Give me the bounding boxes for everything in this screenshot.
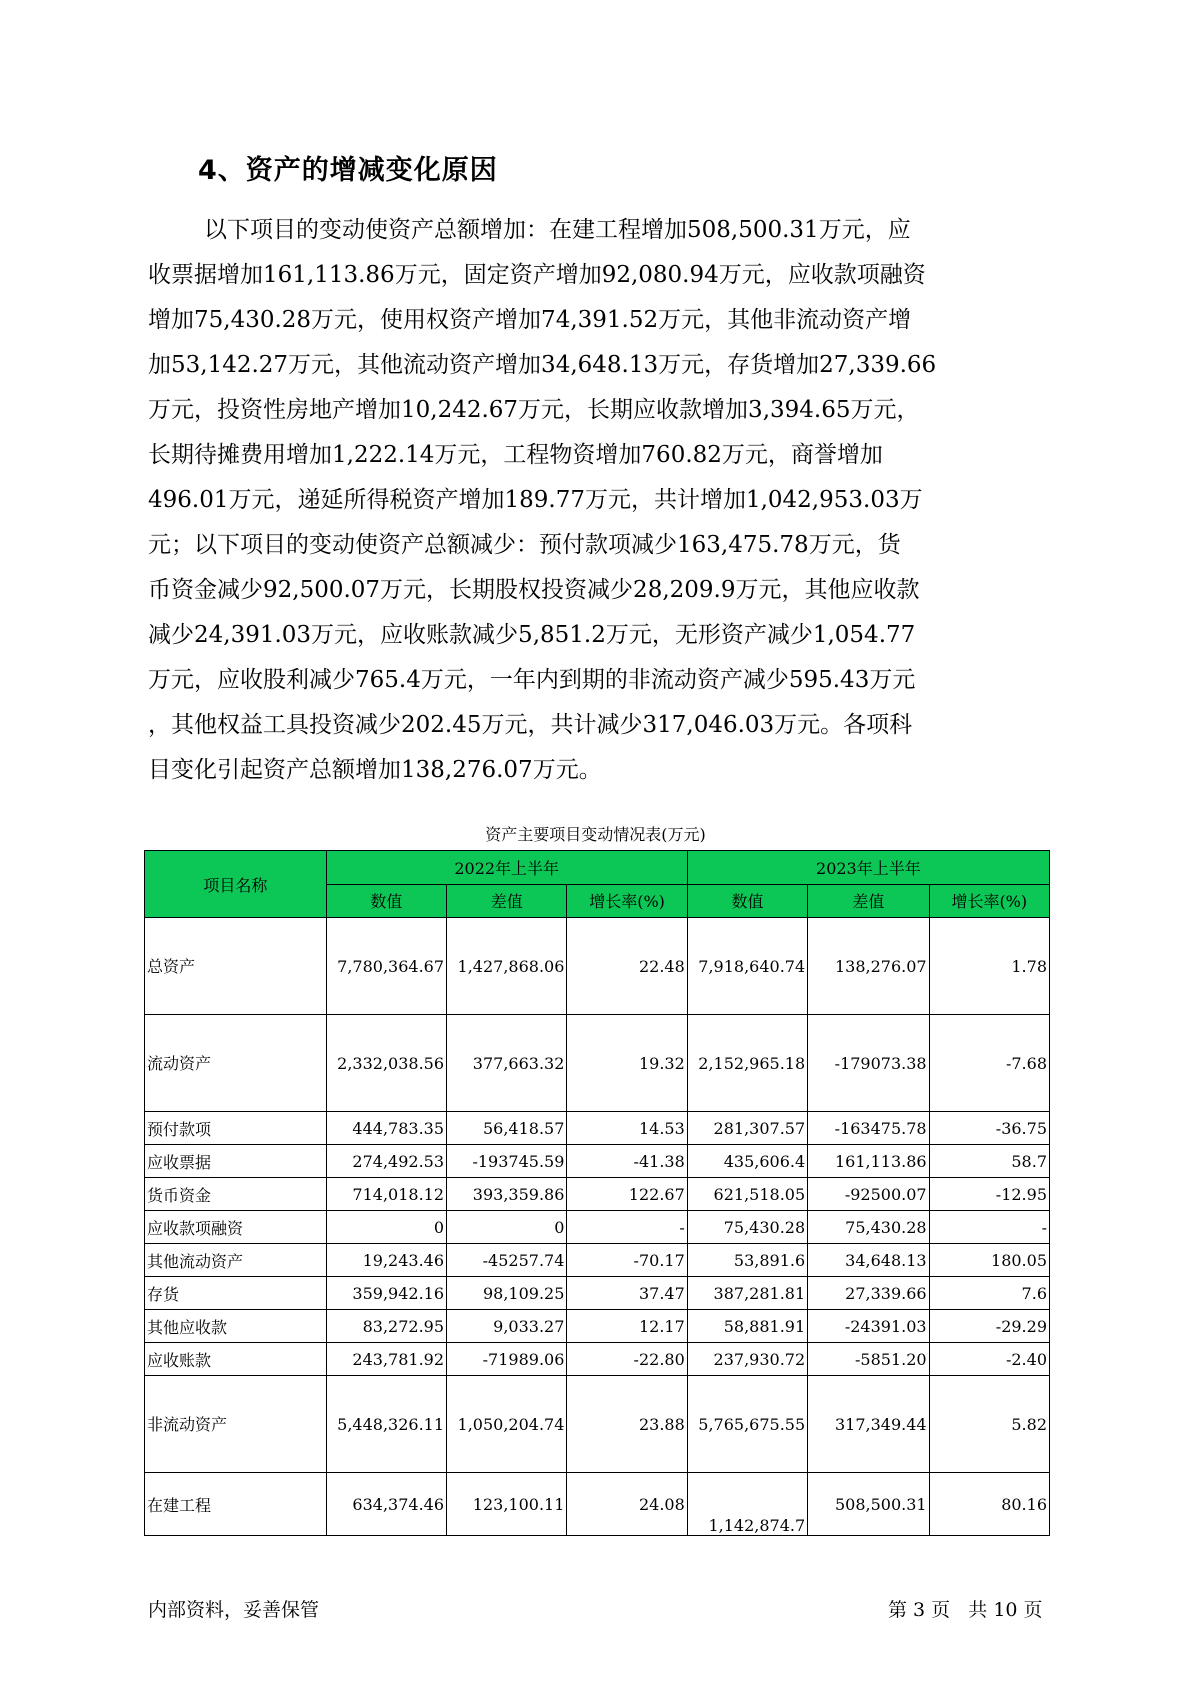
diff-2023-cell: 161,113.86 xyxy=(808,1145,929,1178)
value-2023-cell: 58,881.91 xyxy=(687,1310,807,1343)
diff-2023-cell: 27,339.66 xyxy=(808,1277,929,1310)
diff-2023-cell: -92500.07 xyxy=(808,1178,929,1211)
diff-2022-cell: -193745.59 xyxy=(447,1145,567,1178)
header-project-name: 项目名称 xyxy=(145,851,327,918)
paragraph-line: 万元，投资性房地产增加10,242.67万元，长期应收款增加3,394.65万元， xyxy=(148,397,920,423)
value-2022-cell: 359,942.16 xyxy=(326,1277,446,1310)
paragraph-line: ，其他权益工具投资减少202.45万元，共计减少317,046.03万元。各项科 xyxy=(148,712,913,738)
paragraph-line: 万元，应收股利减少765.4万元，一年内到期的非流动资产减少595.43万元 xyxy=(148,667,916,693)
value-2023-cell: 387,281.81 xyxy=(687,1277,807,1310)
body-paragraph xyxy=(148,208,1048,793)
diff-2022-cell: 56,418.57 xyxy=(447,1112,567,1145)
diff-2023-cell: 508,500.31 xyxy=(808,1473,929,1536)
diff-2023-cell: -179073.38 xyxy=(808,1015,929,1112)
diff-2023-cell: 75,430.28 xyxy=(808,1211,929,1244)
row-item-name: 货币资金 xyxy=(145,1178,327,1211)
footer-confidential-note: 内部资料，妥善保管 xyxy=(148,1599,320,1621)
value-2022-cell: 0 xyxy=(326,1211,446,1244)
value-2023-cell: 5,765,675.55 xyxy=(687,1376,807,1473)
row-item-name: 总资产 xyxy=(145,918,327,1015)
header-value-2022: 数值 xyxy=(326,884,446,918)
rate-2022-cell: 22.48 xyxy=(567,918,687,1015)
table-row xyxy=(145,1112,1050,1145)
row-item-name: 应收款项融资 xyxy=(145,1211,327,1244)
value-2023-cell: 435,606.4 xyxy=(687,1145,807,1178)
rate-2022-cell: 14.53 xyxy=(567,1112,687,1145)
row-item-name: 其他流动资产 xyxy=(145,1244,327,1277)
diff-2022-cell: 0 xyxy=(447,1211,567,1244)
paragraph-line: 目变化引起资产总额增加138,276.07万元。 xyxy=(148,757,602,783)
paragraph-line: 加53,142.27万元，其他流动资产增加34,648.13万元，存货增加27,339.66 xyxy=(148,352,937,378)
rate-2022-cell: 37.47 xyxy=(567,1277,687,1310)
rate-2023-cell: 80.16 xyxy=(929,1473,1049,1536)
value-2023-cell: 237,930.72 xyxy=(687,1343,807,1376)
table-row xyxy=(145,918,1050,1015)
diff-2022-cell: 98,109.25 xyxy=(447,1277,567,1310)
diff-2023-cell: 317,349.44 xyxy=(808,1376,929,1473)
header-row-periods xyxy=(145,851,1050,885)
diff-2022-cell: 1,050,204.74 xyxy=(447,1376,567,1473)
value-2022-cell: 2,332,038.56 xyxy=(326,1015,446,1112)
table-row xyxy=(145,1376,1050,1473)
rate-2022-cell: 23.88 xyxy=(567,1376,687,1473)
diff-2023-cell: -5851.20 xyxy=(808,1343,929,1376)
row-item-name: 非流动资产 xyxy=(145,1376,327,1473)
table-row xyxy=(145,1178,1050,1211)
paragraph-line: 长期待摊费用增加1,222.14万元，工程物资增加760.82万元，商誉增加 xyxy=(148,442,883,468)
rate-2023-cell: -29.29 xyxy=(929,1310,1049,1343)
rate-2023-cell: - xyxy=(929,1211,1049,1244)
rate-2023-cell: 5.82 xyxy=(929,1376,1049,1473)
table-row xyxy=(145,1015,1050,1112)
table-row xyxy=(145,1145,1050,1178)
paragraph-line: 收票据增加161,113.86万元，固定资产增加92,080.94万元，应收款项融资 xyxy=(148,262,926,288)
value-2022-cell: 634,374.46 xyxy=(326,1473,446,1536)
diff-2022-cell: 9,033.27 xyxy=(447,1310,567,1343)
rate-2022-cell: 24.08 xyxy=(567,1473,687,1536)
rate-2022-cell: -41.38 xyxy=(567,1145,687,1178)
diff-2022-cell: 123,100.11 xyxy=(447,1473,567,1536)
paragraph-line: 增加75,430.28万元，使用权资产增加74,391.52万元，其他非流动资产增 xyxy=(148,307,912,333)
row-item-name: 存货 xyxy=(145,1277,327,1310)
value-2022-cell: 19,243.46 xyxy=(326,1244,446,1277)
diff-2023-cell: 138,276.07 xyxy=(808,918,929,1015)
value-2022-cell: 444,783.35 xyxy=(326,1112,446,1145)
row-item-name: 预付款项 xyxy=(145,1112,327,1145)
table-caption: 资产主要项目变动情况表(万元) xyxy=(485,825,706,844)
rate-2022-cell: -22.80 xyxy=(567,1343,687,1376)
value-2023-cell: 281,307.57 xyxy=(687,1112,807,1145)
header-rate-2023: 增长率(%) xyxy=(929,884,1049,918)
rate-2023-cell: -36.75 xyxy=(929,1112,1049,1145)
rate-2022-cell: -70.17 xyxy=(567,1244,687,1277)
value-2022-cell: 714,018.12 xyxy=(326,1178,446,1211)
header-diff-2022: 差值 xyxy=(447,884,567,918)
header-period-2023: 2023年上半年 xyxy=(687,851,1049,885)
section-heading: 4、资产的增减变化原因 xyxy=(198,155,498,186)
header-diff-2023: 差值 xyxy=(808,884,929,918)
footer-page-number: 第 3 页 共 10 页 xyxy=(888,1599,1043,1621)
rate-2023-cell: -7.68 xyxy=(929,1015,1049,1112)
rate-2022-cell: 19.32 xyxy=(567,1015,687,1112)
header-period-2022: 2022年上半年 xyxy=(326,851,687,885)
value-2023-cell: 621,518.05 xyxy=(687,1178,807,1211)
paragraph-line: 减少24,391.03万元，应收账款减少5,851.2万元，无形资产减少1,054.77 xyxy=(148,622,916,648)
diff-2023-cell: -24391.03 xyxy=(808,1310,929,1343)
value-2022-cell: 243,781.92 xyxy=(326,1343,446,1376)
row-item-name: 其他应收款 xyxy=(145,1310,327,1343)
row-item-name: 在建工程 xyxy=(145,1473,327,1536)
paragraph-line: 以下项目的变动使资产总额增加：在建工程增加508,500.31万元，应 xyxy=(204,217,911,243)
header-value-2023: 数值 xyxy=(687,884,807,918)
rate-2022-cell: 122.67 xyxy=(567,1178,687,1211)
paragraph-line: 496.01万元，递延所得税资产增加189.77万元，共计增加1,042,953.03万 xyxy=(148,487,923,513)
value-2023-cell: 7,918,640.74 xyxy=(687,918,807,1015)
value-2022-cell: 83,272.95 xyxy=(326,1310,446,1343)
table-row xyxy=(145,1473,1050,1536)
rate-2023-cell: 1.78 xyxy=(929,918,1049,1015)
diff-2022-cell: -45257.74 xyxy=(447,1244,567,1277)
asset-change-table xyxy=(144,850,1050,1536)
rate-2023-cell: 58.7 xyxy=(929,1145,1049,1178)
table-row xyxy=(145,1310,1050,1343)
diff-2022-cell: 1,427,868.06 xyxy=(447,918,567,1015)
row-item-name: 应收票据 xyxy=(145,1145,327,1178)
rate-2023-cell: 180.05 xyxy=(929,1244,1049,1277)
table-row xyxy=(145,1343,1050,1376)
rate-2022-cell: - xyxy=(567,1211,687,1244)
paragraph-line: 元；以下项目的变动使资产总额减少：预付款项减少163,475.78万元，货 xyxy=(148,532,901,558)
table-row xyxy=(145,1277,1050,1310)
value-2022-cell: 5,448,326.11 xyxy=(326,1376,446,1473)
table-row xyxy=(145,1211,1050,1244)
paragraph-line: 币资金减少92,500.07万元，长期股权投资减少28,209.9万元，其他应收款 xyxy=(148,577,920,603)
rate-2022-cell: 12.17 xyxy=(567,1310,687,1343)
value-2023-cell: 2,152,965.18 xyxy=(687,1015,807,1112)
rate-2023-cell: -12.95 xyxy=(929,1178,1049,1211)
rate-2023-cell: -2.40 xyxy=(929,1343,1049,1376)
header-rate-2022: 增长率(%) xyxy=(567,884,687,918)
row-item-name: 流动资产 xyxy=(145,1015,327,1112)
value-2023-cell: 1,142,874.7 xyxy=(687,1473,807,1536)
diff-2022-cell: 393,359.86 xyxy=(447,1178,567,1211)
diff-2023-cell: -163475.78 xyxy=(808,1112,929,1145)
row-item-name: 应收账款 xyxy=(145,1343,327,1376)
diff-2023-cell: 34,648.13 xyxy=(808,1244,929,1277)
value-2022-cell: 274,492.53 xyxy=(326,1145,446,1178)
diff-2022-cell: -71989.06 xyxy=(447,1343,567,1376)
table-row xyxy=(145,1244,1050,1277)
diff-2022-cell: 377,663.32 xyxy=(447,1015,567,1112)
value-2023-cell: 75,430.28 xyxy=(687,1211,807,1244)
value-2022-cell: 7,780,364.67 xyxy=(326,918,446,1015)
rate-2023-cell: 7.6 xyxy=(929,1277,1049,1310)
value-2023-cell: 53,891.6 xyxy=(687,1244,807,1277)
